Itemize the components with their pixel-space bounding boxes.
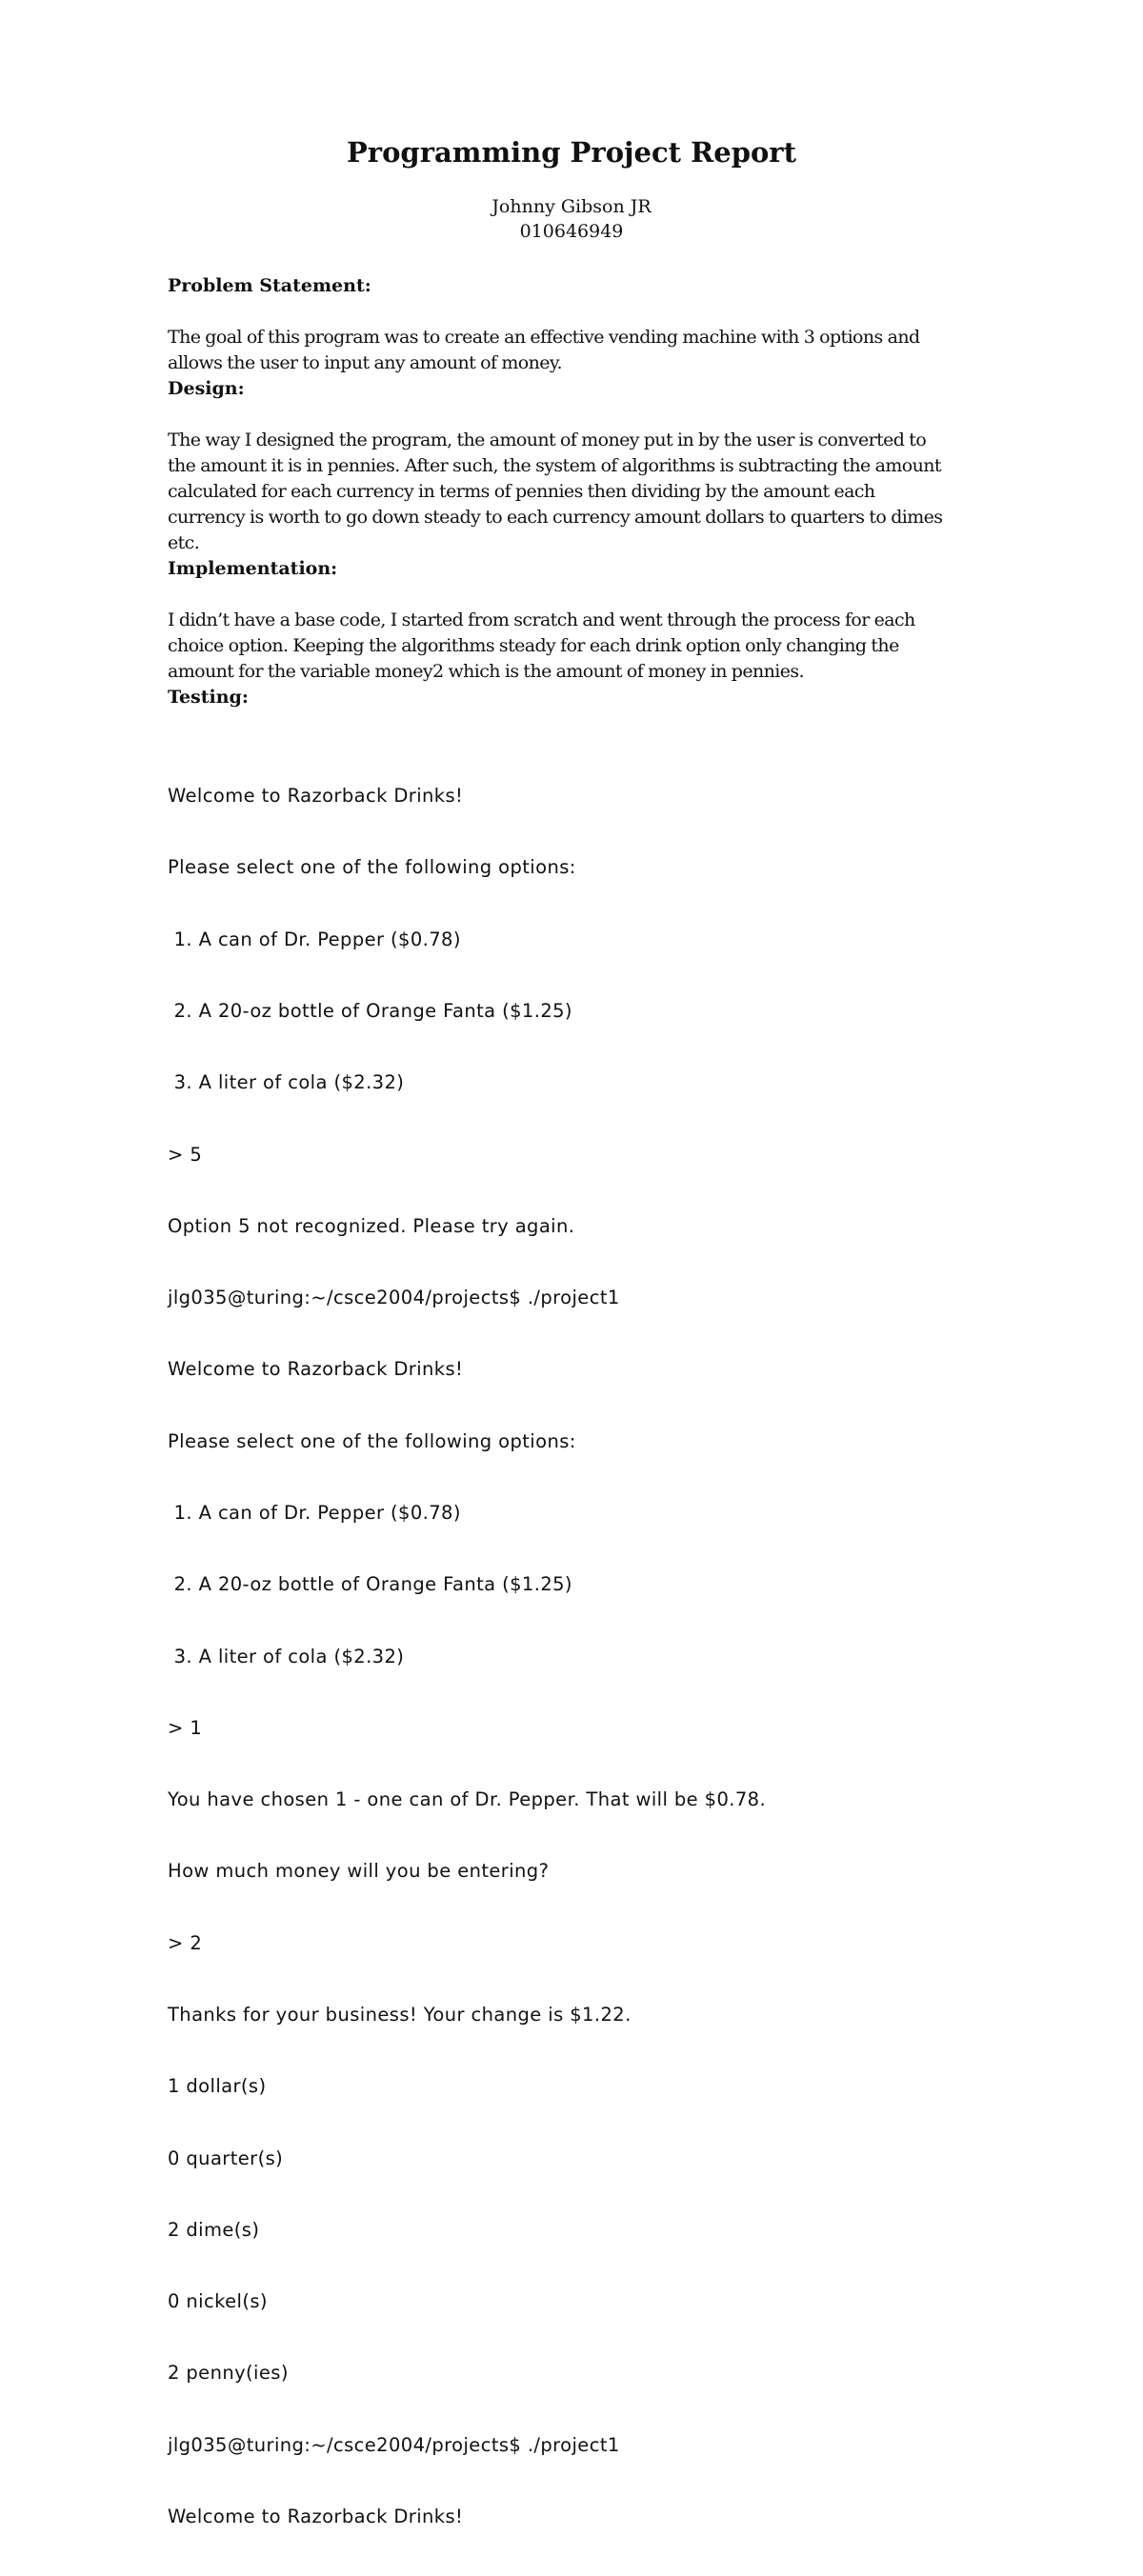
design-line: calculated for each currency in terms of pennies then dividing by the amount each <box>168 481 875 502</box>
implementation-line: amount for the variable money2 which is the amount of money in pennies. <box>168 661 804 682</box>
terminal-line: How much money will you be entering? <box>168 1860 550 1883</box>
terminal-line: You have chosen 1 - one can of Dr. Pepper. That will be $0.78. <box>168 1788 767 1811</box>
terminal-line: Option 5 not recognized. Please try again. <box>168 1214 575 1237</box>
terminal-line: Welcome to Razorback Drinks! <box>168 1358 464 1381</box>
author-name: Johnny Gibson JR <box>491 196 652 217</box>
terminal-line: 1. A can of Dr. Pepper ($0.78) <box>168 1502 461 1524</box>
problem-statement-heading: Problem Statement: <box>168 275 371 296</box>
terminal-line: > 5 <box>168 1143 203 1166</box>
implementation-text <box>168 608 987 685</box>
terminal-line: 2. A 20-oz bottle of Orange Fanta ($1.25) <box>168 1000 572 1023</box>
terminal-line: > 1 <box>168 1716 203 1739</box>
author-block <box>168 194 975 244</box>
terminal-line: 1. A can of Dr. Pepper ($0.78) <box>168 928 461 950</box>
terminal-line: 0 nickel(s) <box>168 2290 268 2313</box>
terminal-line: 2. A 20-oz bottle of Orange Fanta ($1.25) <box>168 1573 572 1596</box>
design-line: the amount it is in pennies. After such, the system of algorithms is subtracting the amount <box>168 455 941 476</box>
implementation-line: choice option. Keeping the algorithms steady for each drink option only changing the <box>168 635 899 656</box>
problem-statement-text <box>168 325 987 376</box>
document-content <box>168 133 987 2576</box>
terminal-line: Please select one of the following options: <box>168 856 576 879</box>
terminal-line: Welcome to Razorback Drinks! <box>168 785 464 808</box>
student-id: 010646949 <box>519 221 624 242</box>
terminal-line: 0 quarter(s) <box>168 2147 284 2169</box>
problem-line: allows the user to input any amount of money. <box>168 352 562 373</box>
design-line: currency is worth to go down steady to each currency amount dollars to quarters to dimes <box>168 507 943 528</box>
design-line: etc. <box>168 532 200 553</box>
terminal-line: Welcome to Razorback Drinks! <box>168 2505 464 2527</box>
terminal-line: > 2 <box>168 1931 203 1954</box>
terminal-line: Thanks for your business! Your change is $1.22. <box>168 2003 632 2026</box>
problem-line: The goal of this program was to create an effective vending machine with 3 options and <box>168 327 920 348</box>
terminal-line: jlg035@turing:~/csce2004/projects$ ./project1 <box>168 1287 620 1309</box>
testing-heading: Testing: <box>168 687 249 708</box>
design-heading: Design: <box>168 378 245 399</box>
implementation-line: I didn’t have a base code, I started from scratch and went through the process for each <box>168 609 915 630</box>
terminal-line: 2 penny(ies) <box>168 2362 289 2385</box>
terminal-line: 3. A liter of cola ($2.32) <box>168 1645 405 1667</box>
terminal-line: jlg035@turing:~/csce2004/projects$ ./project1 <box>168 2433 620 2456</box>
terminal-output <box>168 736 987 2576</box>
terminal-line: 2 dime(s) <box>168 2218 260 2241</box>
design-line: The way I designed the program, the amount of money put in by the user is converted to <box>168 429 927 450</box>
design-text <box>168 428 987 556</box>
implementation-heading: Implementation: <box>168 558 338 579</box>
terminal-line: Please select one of the following options: <box>168 1429 576 1452</box>
terminal-line: 3. A liter of cola ($2.32) <box>168 1071 405 1094</box>
terminal-line: 1 dollar(s) <box>168 2075 267 2098</box>
document-title: Programming Project Report <box>347 136 796 169</box>
